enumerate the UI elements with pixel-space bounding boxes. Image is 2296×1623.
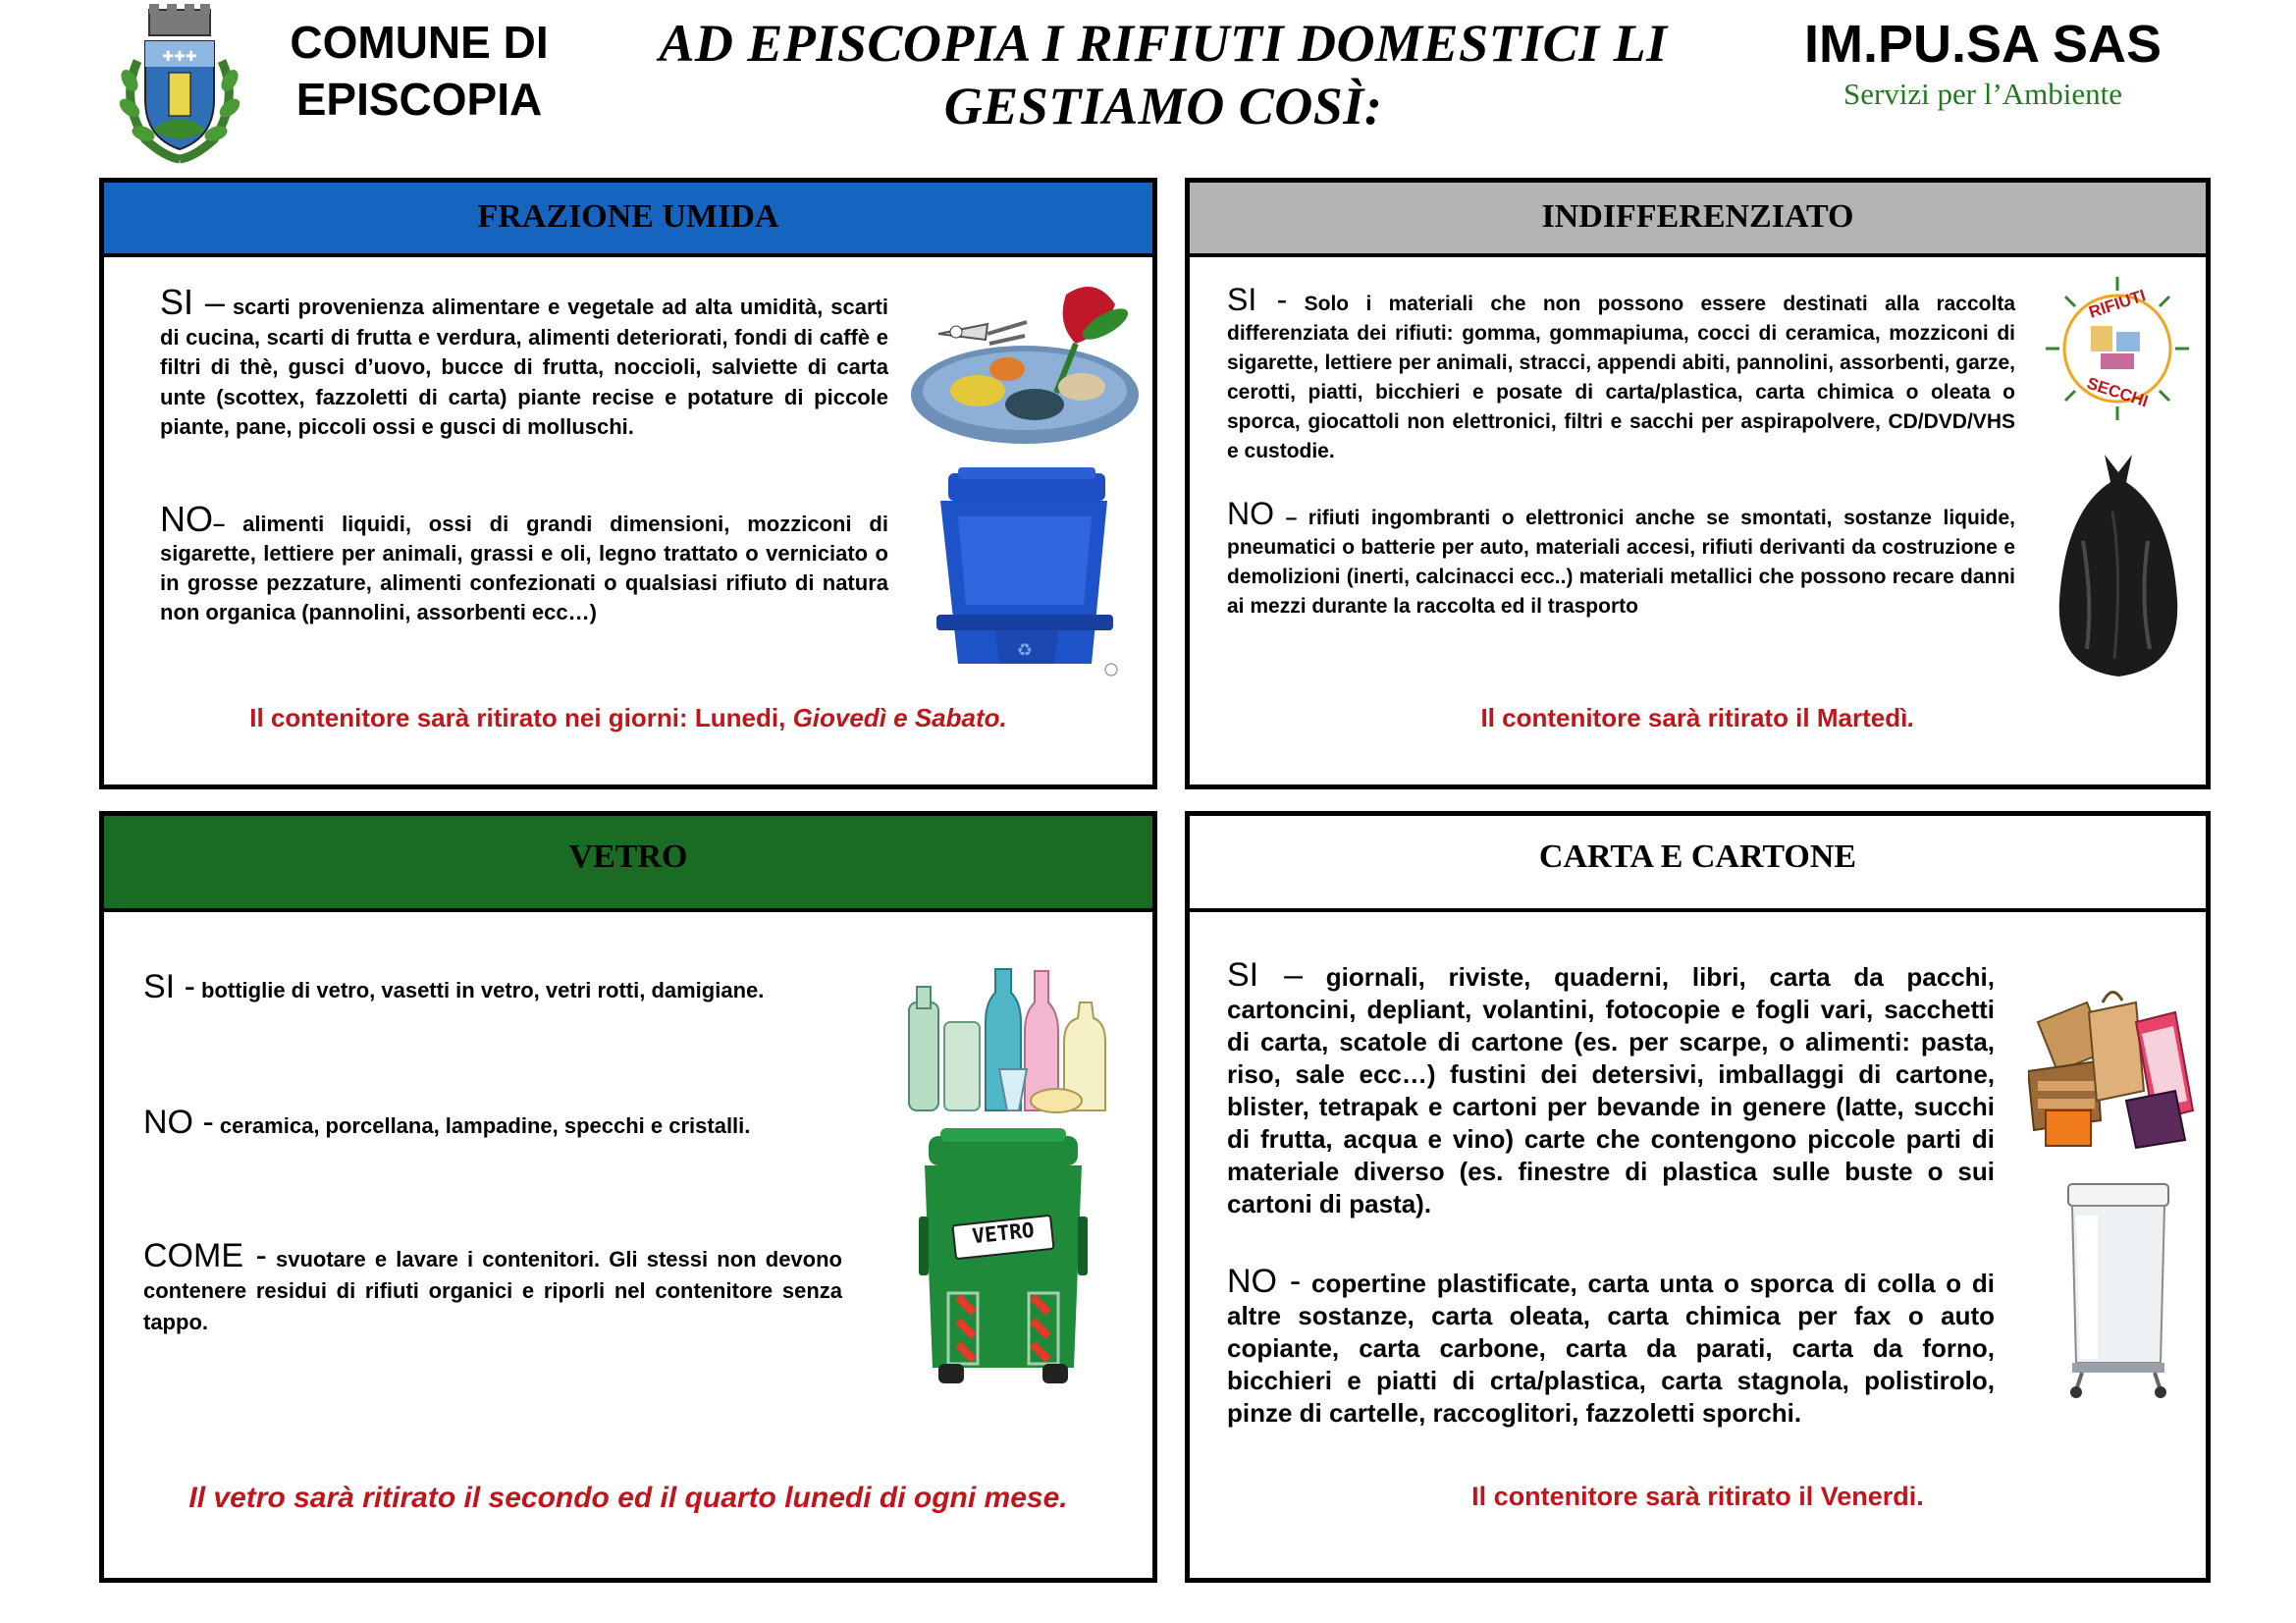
indiff-si-text: [1227, 282, 2015, 466]
badge-top-text: RIFIUTI: [2086, 286, 2149, 322]
no-label: NO -: [1227, 1263, 1302, 1300]
si-label: SI -: [143, 968, 195, 1005]
panel-frazione-umida: [99, 178, 1157, 789]
page-title: [609, 12, 1718, 137]
panel-carta-e-cartone: [1185, 811, 2211, 1583]
vetro-si-text: [143, 968, 842, 1006]
svg-text:✚✚✚: ✚✚✚: [162, 49, 197, 65]
headline-line2: GESTIAMO COSÌ:: [943, 77, 1383, 135]
carta-si-text: [1227, 956, 1995, 1220]
si-description: Solo i materiali che non possono essere destinati alla raccolta differenziata dei rifiuti: gomma, gommapiuma, cocci di ceramica, mozziconi di sigarette, lettiere per animali, stracci, appendi abiti, pannolini, assorbenti, garze, cerotti, piatti, bicchieri e posate di carta/plastica, carta chimica o oleata o sporca, giocattoli non elettronici, filtri e sacchi per aspirapolvere, CD/DVD/VHS e custodie.: [1227, 293, 2015, 462]
no-description: – rifiuti ingombranti o elettronici anche se smontati, sostanze liquide, pneumatici o batterie per auto, materiali accesi, rifiuti derivanti da costruzione e demolizioni (inerti, calcinacci ecc..) materiali metallici che possono recare danni ai mezzi durante la raccolta ed il trasporto: [1227, 507, 2015, 618]
comune-line1: COMUNE DI: [290, 17, 549, 68]
company-tagline: Servizi per l’Ambiente: [1842, 77, 2123, 111]
pickup-days: Il contenitore sarà ritirato il Martedì: [1480, 703, 1908, 732]
panel-title: VETRO: [104, 816, 1152, 912]
white-bin-icon: [2058, 1176, 2176, 1398]
indiff-pickup-note: [1190, 703, 2206, 733]
blue-bin-icon: [919, 467, 1125, 688]
si-label: SI -: [1227, 282, 1288, 317]
carta-no-text: [1227, 1263, 1995, 1430]
si-label: SI –: [160, 282, 225, 322]
no-label: NO: [1227, 496, 1274, 531]
paper-cardboard-icon: [2028, 963, 2195, 1150]
black-bag-icon: [2054, 453, 2183, 680]
si-description: giornali, riviste, quaderni, libri, carta da pacchi, cartoncini, depliant, volantini, fotocopie e fogli vari, sacchetti di carta, scatole di cartone (es. per scarpe, o alimenti: pasta, riso, sale ecc…) fustini dei detersivi, imballaggi di cartone, blister, tetrapak e cartoni per bevande in genere (latte, succhi di frutta, acqua e vino) carte che contengono piccole parti di materiale diverso (es. finestre di plastica sulle buste o sui cartoni di pasta).: [1227, 962, 1995, 1218]
umido-si-text: [160, 282, 888, 443]
panel-title: CARTA E CARTONE: [1190, 816, 2206, 912]
pickup-days: Il contenitore sarà ritirato nei giorni: Lunedi,: [249, 703, 786, 732]
headline-line1: AD EPISCOPIA I RIFIUTI DOMESTICI LI: [659, 14, 1668, 73]
panel-indifferenziato: [1185, 178, 2211, 789]
si-label: SI –: [1227, 956, 1303, 994]
no-label: NO -: [143, 1104, 214, 1141]
vetro-pickup-note: Il vetro sarà ritirato il secondo ed il quarto lunedi di ogni mese.: [188, 1482, 1068, 1514]
badge-bottom-text: SECCHI: [2084, 373, 2151, 411]
umido-no-text: [160, 499, 888, 627]
company-name: IM.PU.SA SAS: [1803, 15, 2163, 74]
no-description: – alimenti liquidi, ossi di grandi dimensioni, mozziconi di sigarette, lettiere per animali, grassi e oli, legno trattato o verniciato o in grosse pezzature, alimenti confezionati o qualsiasi rifiuto di natura non organica (pannolini, assorbenti ecc…): [160, 512, 888, 624]
no-description: copertine plastificate, carta unta o sporca di colla o di altre sostanze, carta oleata, carta chimica per fax o auto copiante, carta carbone, carta da parati, carta da forno, bicchieri e piatti di crta/plastica, carta stagnola, polistirolo, pinze di cartelle, raccoglitori, fazzoletti sporchi.: [1227, 1269, 1995, 1428]
panel-title: INDIFFERENZIATO: [1190, 183, 2206, 257]
come-description: svuotare e lavare i contenitori. Gli stessi non devono contenere residui di rifiuti organici e riporli nel contenitore senza tappo.: [143, 1247, 842, 1334]
pickup-days-italic: Giovedì e Sabato.: [792, 703, 1007, 732]
no-label: NO: [160, 499, 213, 539]
si-description: bottiglie di vetro, vasetti in vetro, vetri rotti, damigiane.: [201, 978, 765, 1002]
indiff-no-text: [1227, 496, 2015, 622]
come-label: COME -: [143, 1237, 267, 1274]
vetro-no-text: [143, 1104, 842, 1142]
vetro-come-text: [143, 1237, 842, 1338]
bin-label: VETRO: [971, 1217, 1036, 1249]
comune-name: [257, 14, 581, 128]
rifiuti-secchi-icon: [2044, 275, 2191, 422]
no-description: ceramica, porcellana, lampadine, specchi e cristalli.: [219, 1113, 751, 1138]
svg-text:♻: ♻: [1016, 640, 1034, 661]
crest-icon: [116, 2, 243, 165]
organic-waste-icon: [909, 275, 1143, 452]
green-vetro-bin-icon: [919, 1128, 1088, 1385]
glass-bottles-icon: [901, 963, 1107, 1120]
umido-pickup-note: [104, 703, 1152, 733]
comune-line2: EPISCOPIA: [295, 74, 543, 125]
carta-pickup-note: Il contenitore sarà ritirato il Venerdi.: [1471, 1482, 1924, 1511]
panel-title: FRAZIONE UMIDA: [104, 183, 1152, 257]
panel-vetro: [99, 811, 1157, 1583]
pickup-days-period: .: [1907, 703, 1915, 732]
si-description: scarti provenienza alimentare e vegetale ad alta umidità, scarti di cucina, scarti di frutta e verdura, alimenti deteriorati, fondi di caffè e filtri di thè, gusci d’uovo, bucce di frutta, noccioli, salviette di carta unte (scottex, fazzoletti di carta) piante recise e potature di piccole piante, pane, piccoli ossi e gusci di molluschi.: [160, 295, 888, 439]
